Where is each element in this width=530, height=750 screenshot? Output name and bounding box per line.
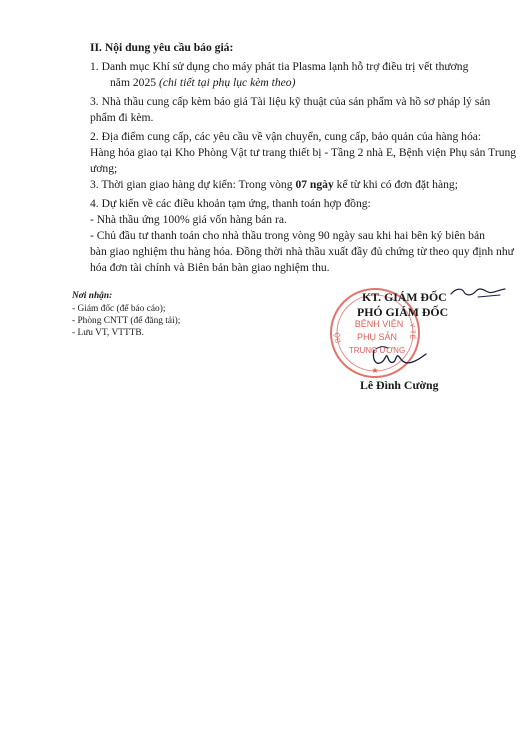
section-heading: II. Nội dung yêu cầu báo giá:	[90, 41, 234, 54]
stamp-right-text: Y TẾ	[407, 322, 416, 340]
bullet-payment-line1: - Chủ đầu tư thanh toán cho nhà thầu trong vòng 90 ngày sau khi hai bên ký biên bản	[90, 229, 485, 242]
item-1-appendix-note: (chi tiết tại phụ lục kèm theo)	[158, 76, 296, 89]
recipient-item: - Giám đốc (để báo cáo);	[72, 304, 166, 314]
recipient-item: - Lưu VT, VTTTB.	[72, 328, 144, 338]
item-delivery-time: 3. Thời gian giao hàng dự kiến: Trong vòng 07 ngày kể từ khi có đơn đặt hàng;	[90, 178, 458, 191]
recipient-item: - Phòng CNTT (để đăng tải);	[72, 316, 181, 326]
initial-flourish	[448, 284, 508, 300]
svg-text:Y TẾ	[407, 323, 418, 340]
signature-title-2: PHÓ GIÁM ĐỐC	[357, 305, 449, 319]
star-icon: ★	[371, 366, 379, 375]
signer-name: Lê Đình Cường	[360, 378, 439, 392]
bullet-advance: - Nhà thầu ứng 100% giá vốn hàng bán ra.	[90, 213, 287, 226]
stamp-line-1: BỆNH VIỆN	[354, 319, 404, 329]
item-1-line1: 1. Danh mục Khí sử dụng cho máy phát tia Plasma lạnh hỗ trợ điều trị vết thương	[90, 60, 469, 73]
svg-text:BỘ	[332, 332, 342, 344]
stamp-left-text: BỘ	[334, 332, 343, 344]
item-tech-docs-line1: 3. Nhà thầu cung cấp kèm báo giá Tài liệu kỹ thuật của sản phẩm và hồ sơ pháp lý sản	[90, 95, 491, 108]
item-location-line1: 2. Địa điểm cung cấp, các yêu cầu về vận chuyển, cung cấp, bảo quản của hàng hóa:	[90, 130, 482, 143]
handwritten-signature	[368, 340, 430, 372]
bullet-payment-line3: hóa đơn tài chính và Biên bản bàn giao nghiệm thu.	[90, 261, 330, 274]
stamp-line-3: TRUNG ƯƠNG	[348, 346, 406, 355]
item-payment-terms: 4. Dự kiến về các điều khoản tạm ứng, thanh toán hợp đồng:	[90, 197, 371, 210]
item-1-line2: năm 2025 (chi tiết tại phụ lục kèm theo)	[110, 76, 296, 89]
signature-title-1: KT. GIÁM ĐỐC	[362, 290, 447, 304]
recipients-title: Nơi nhận:	[72, 291, 113, 301]
bullet-payment-line2: bàn giao nghiệm thu hàng hóa. Đồng thời nhà thầu xuất đầy đủ chứng từ theo quy định như	[90, 245, 514, 258]
stamp-line-2: PHỤ SẢN	[356, 332, 398, 342]
item-tech-docs-line2: phẩm đi kèm.	[90, 111, 154, 124]
item-location-line2: Hàng hóa giao tại Kho Phòng Vật tư trang thiết bị - Tầng 2 nhà E, Bệnh viện Phụ sản Trung	[90, 146, 517, 159]
delivery-days: 07 ngày	[295, 178, 334, 191]
item-location-line3: ương;	[90, 162, 118, 175]
